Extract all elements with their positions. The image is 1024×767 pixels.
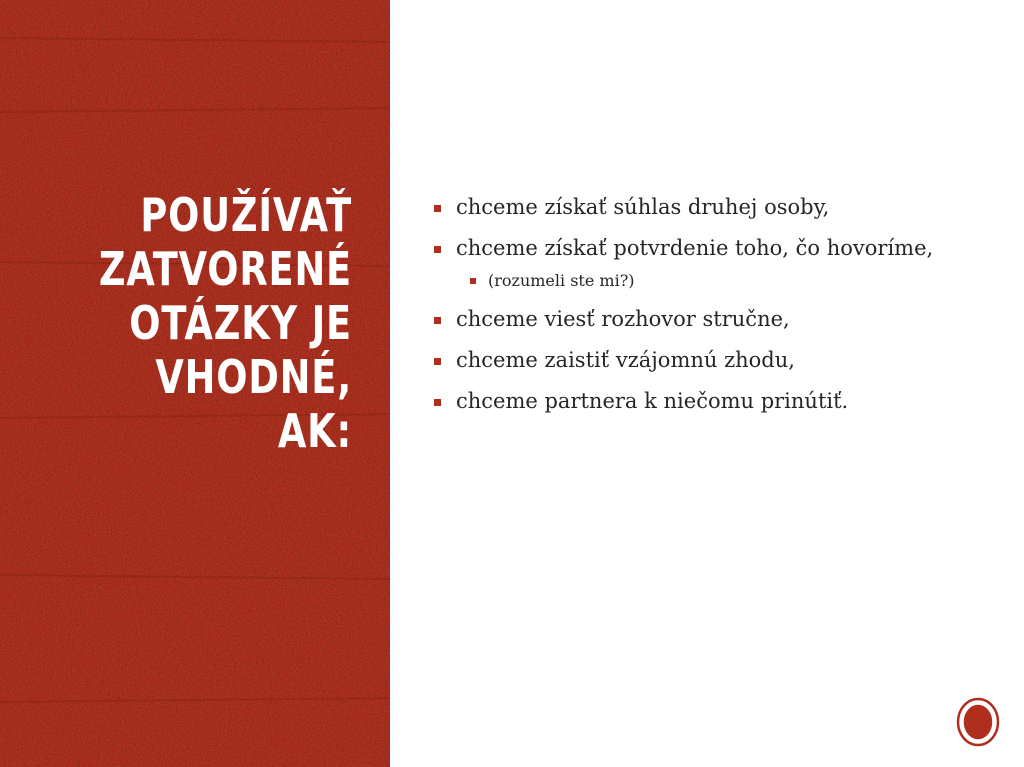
square-bullet-icon: [434, 317, 441, 324]
slide-title: [94, 188, 352, 458]
navigation-circle-icon[interactable]: [956, 697, 1000, 747]
title-line: OTÁZKY JE: [129, 296, 352, 350]
bullet-item: [432, 235, 942, 292]
square-bullet-icon: [434, 399, 441, 406]
bullet-text: chceme zaistiť vzájomnú zhodu,: [456, 348, 795, 372]
title-line: AK:: [277, 404, 352, 458]
bullet-list: [432, 194, 942, 415]
bullet-text: chceme získať potvrdenie toho, čo hovoríme,: [456, 236, 934, 260]
title-panel: [0, 0, 390, 767]
content-area: [432, 194, 942, 429]
bullet-item: [432, 388, 942, 415]
title-line: VHODNÉ,: [155, 350, 352, 404]
sub-bullet-list: [456, 270, 942, 292]
title-line: ZATVORENÉ: [98, 242, 352, 296]
bullet-text: chceme získať súhlas druhej osoby,: [456, 195, 830, 219]
square-bullet-icon: [434, 246, 441, 253]
sub-bullet-item: [456, 270, 942, 292]
title-line: POUŽÍVAŤ: [140, 188, 352, 242]
bullet-text: chceme viesť rozhovor stručne,: [456, 307, 790, 331]
square-bullet-icon: [470, 278, 476, 284]
square-bullet-icon: [434, 205, 441, 212]
bullet-item: [432, 347, 942, 374]
sub-bullet-text: (rozumeli ste mi?): [488, 271, 635, 290]
bullet-item: [432, 306, 942, 333]
bullet-text: chceme partnera k niečomu prinútiť.: [456, 389, 849, 413]
square-bullet-icon: [434, 358, 441, 365]
bullet-item: [432, 194, 942, 221]
